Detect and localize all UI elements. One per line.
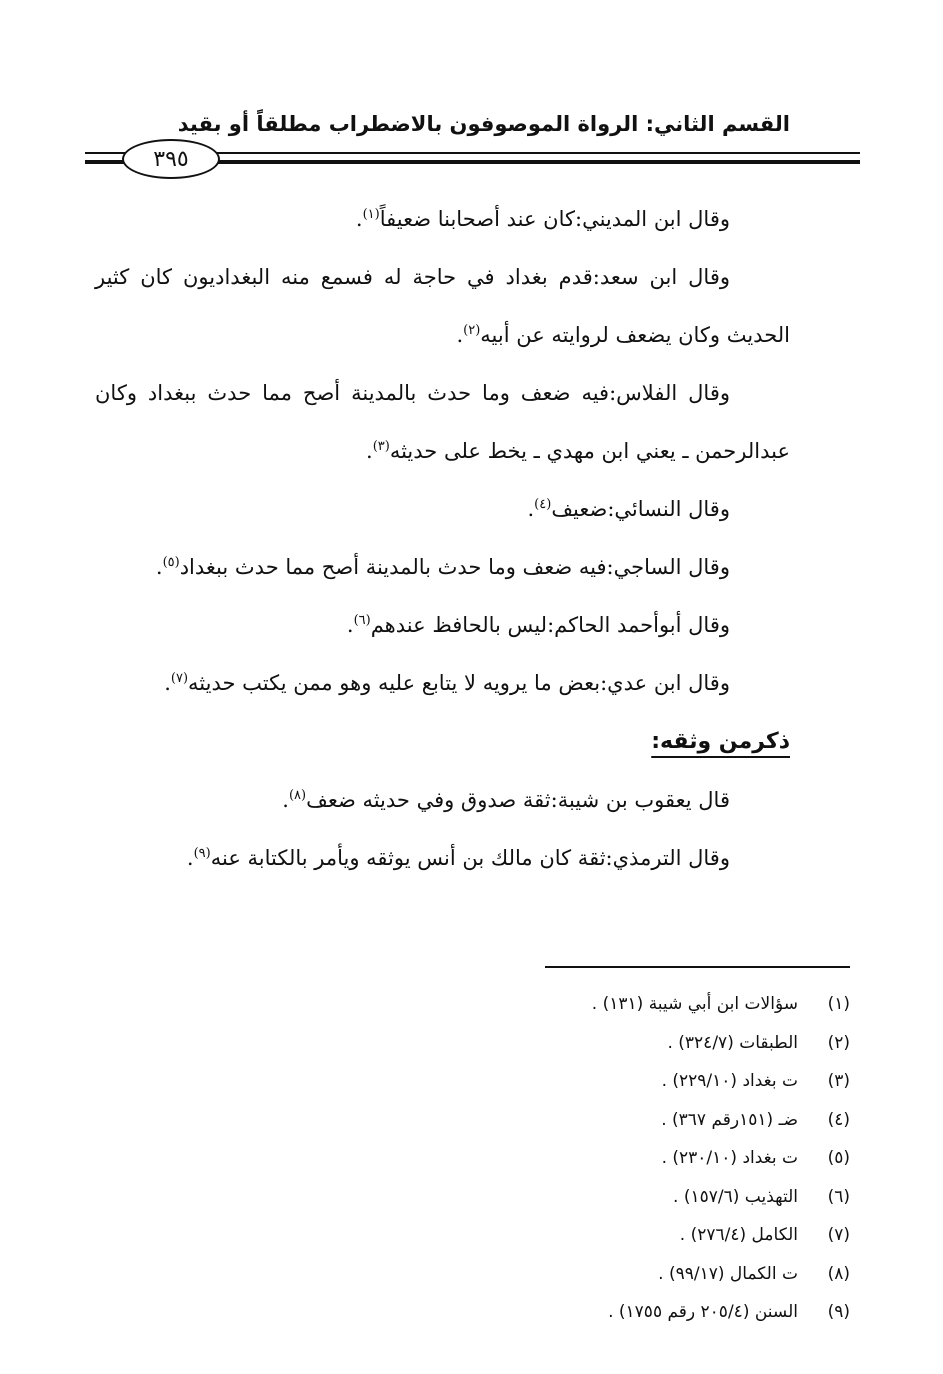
footnote-text: ت بغداد (٢٢٩/١٠) . (661, 1071, 798, 1092)
page-number: ٣٩٥ (122, 139, 220, 179)
footnote (420, 1101, 850, 1140)
footnote-ref: (٩) (193, 846, 211, 861)
footnote-text: ت الكمال (٩٩/١٧) . (658, 1263, 798, 1284)
footnote-ref: (٥) (162, 555, 180, 570)
paragraph: وقال ابن المديني:كان عند أصحابنا ضعيفاً$^{(١)}$. (355, 207, 730, 231)
footnote-text: ضـ (١٥١رقم ٣٦٧) . (661, 1109, 798, 1130)
paragraph: وقال ابن عدي:بعض ما يرويه لا يتابع عليه وهو ممن يكتب حديثه$^{(٧)}$. (164, 671, 730, 695)
footnote-number: (٣) (827, 1071, 850, 1092)
footnote-separator (545, 966, 850, 968)
footnote-ref: (٣) (372, 439, 390, 454)
footnotes (420, 985, 850, 1332)
footnote (420, 1139, 850, 1178)
footnote (420, 1255, 850, 1294)
footnote (420, 1062, 850, 1101)
footnote-number: (٦) (827, 1186, 850, 1207)
footnote-text: الطبقات (٣٢٤/٧) . (667, 1032, 798, 1053)
footnote-number: (٥) (827, 1148, 850, 1169)
paragraph: وقال ابن سعد:قدم بغداد في حاجة له فسمع منه البغداديون كان كثير الحديث وكان يضعف لروايته عن أبيه$^{(٢)}$. (95, 265, 790, 347)
footnote-text: السنن (٢٠٥/٤ رقم ١٧٥٥) . (608, 1302, 798, 1323)
paragraph: وقال النسائي:ضعيف$^{(٤)}$. (527, 497, 730, 521)
footnote-ref: (٦) (353, 613, 371, 628)
paragraph: وقال أبوأحمد الحاكم:ليس بالحافظ عندهم$^{(٦)}$. (346, 613, 730, 637)
footnote-number: (٩) (827, 1302, 850, 1323)
footnote-ref: (٨) (288, 788, 307, 803)
footnote (420, 1216, 850, 1255)
paragraph: قال يعقوب بن شيبة:ثقة صدوق وفي حديثه ضعف$^{(٨)}$. (282, 788, 730, 812)
footnote-number: (٨) (827, 1263, 850, 1284)
footnote-number: (٢) (827, 1032, 850, 1053)
paragraph: وقال الساجي:فيه ضعف وما حدث بالمدينة أصح مما حدث ببغداد$^{(٥)}$. (155, 555, 730, 579)
paragraph: وقال الترمذي:ثقة كان مالك بن أنس يوثقه ويأمر بالكتابة عنه$^{(٩)}$. (186, 846, 730, 870)
header-rule-right-top (212, 152, 860, 154)
running-header: القسم الثاني: الرواة الموصوفون بالاضطراب مطلقاً أو بقيد (177, 112, 790, 136)
footnote (420, 1293, 850, 1332)
footnote-ref: (٢) (463, 323, 481, 338)
footnote-text: سؤالات ابن أبي شيبة (١٣١) . (591, 994, 798, 1015)
footnote (420, 985, 850, 1024)
footnote (420, 1024, 850, 1063)
section-heading: ذكرمن وثقه: (651, 729, 790, 754)
footnote-number: (٧) (827, 1225, 850, 1246)
section-heading-row (95, 712, 790, 771)
footnote-ref: (٧) (170, 671, 189, 686)
footnote-text: ت بغداد (٢٣٠/١٠) . (661, 1148, 798, 1169)
footnote-text: التهذيب (١٥٧/٦) . (673, 1186, 798, 1207)
header-rule-right-bottom (212, 160, 860, 164)
footnote-number: (٤) (827, 1109, 850, 1130)
main-text (95, 190, 790, 887)
footnote-text: الكامل (٢٧٦/٤) . (679, 1225, 798, 1246)
footnote-ref: (١) (362, 207, 380, 222)
footnote-ref: (٤) (534, 497, 552, 512)
footnote-number: (١) (827, 994, 850, 1015)
footnote (420, 1178, 850, 1217)
paragraph: وقال الفلاس:فيه ضعف وما حدث بالمدينة أصح مما حدث ببغداد وكان عبدالرحمن ـ يعني ابن مهدي ـ يخط على حديثه$^{(٣)}$. (95, 381, 790, 463)
